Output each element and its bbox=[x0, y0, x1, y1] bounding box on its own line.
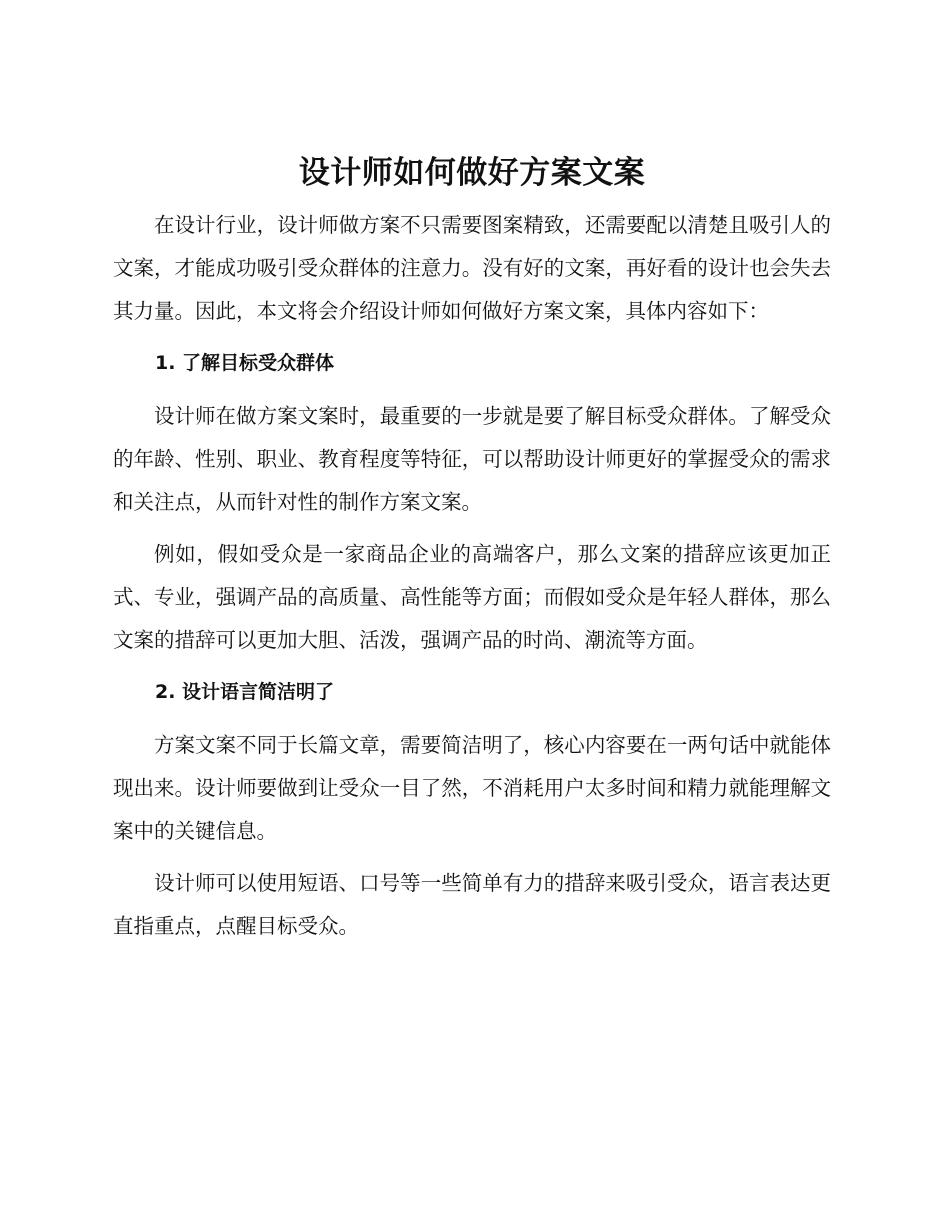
body-paragraph: 设计师在做方案文案时，最重要的一步就是要了解目标受众群体。了解受众的年龄、性别、职业、教育程度等特征，可以帮助设计师更好的掌握受众的需求和关注点，从而针对性的制作方案文案。 bbox=[113, 404, 831, 514]
section-language bbox=[113, 674, 831, 948]
section-heading: 1. 了解目标受众群体 bbox=[155, 352, 335, 374]
section-heading: 2. 设计语言简洁明了 bbox=[155, 681, 335, 703]
document-title: 设计师如何做好方案文案 bbox=[298, 155, 646, 191]
body-paragraph: 设计师可以使用短语、口号等一些简单有力的措辞来吸引受众，语言表达更直指重点，点醒目标受众。 bbox=[113, 871, 831, 938]
document-page bbox=[113, 148, 831, 948]
body-paragraph: 例如，假如受众是一家商品企业的高端客户，那么文案的措辞应该更加正式、专业，强调产品的高质量、高性能等方面；而假如受众是年轻人群体，那么文案的措辞可以更加大胆、活泼，强调产品的时尚、潮流等方面。 bbox=[113, 542, 831, 652]
body-paragraph: 方案文案不同于长篇文章，需要简洁明了，核心内容要在一两句话中就能体现出来。设计师要做到让受众一目了然，不消耗用户太多时间和精力就能理解文案中的关键信息。 bbox=[113, 733, 831, 843]
section-audience bbox=[113, 345, 831, 662]
intro-paragraph: 在设计行业，设计师做方案不只需要图案精致，还需要配以清楚且吸引人的文案，才能成功吸引受众群体的注意力。没有好的文案，再好看的设计也会失去其力量。因此，本文将会介绍设计师如何做好方案文案，具体内容如下： bbox=[113, 213, 831, 323]
